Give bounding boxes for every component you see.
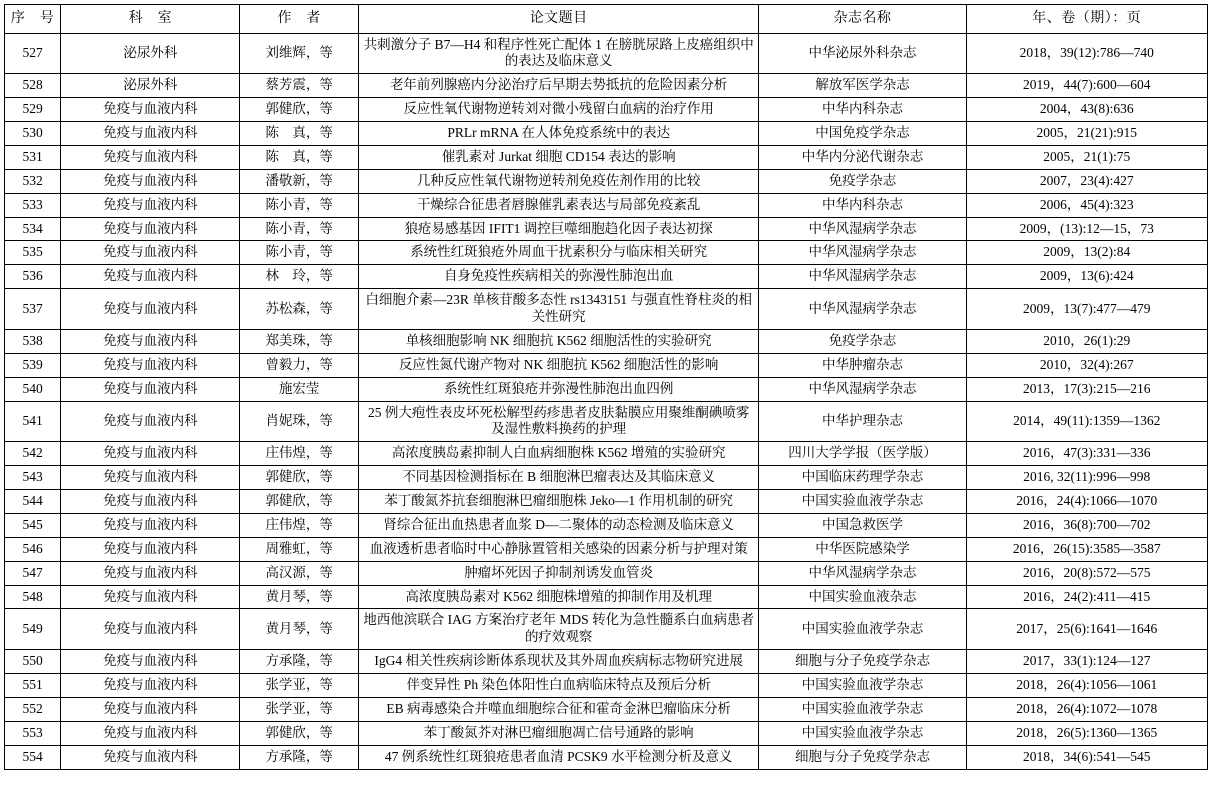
- cell-author: 方承隆，等: [240, 650, 359, 674]
- cell-journal: 中国实验血液学杂志: [759, 721, 966, 745]
- cell-citation: 2009，13(6):424: [966, 265, 1207, 289]
- cell-citation: 2016，36(8):700—702: [966, 513, 1207, 537]
- cell-department: 免疫与血液内科: [61, 609, 240, 650]
- column-header-number: 序 号: [5, 5, 61, 34]
- cell-department: 免疫与血液内科: [61, 721, 240, 745]
- cell-journal: 中国实验血液学杂志: [759, 697, 966, 721]
- table-row: [5, 674, 1208, 698]
- cell-citation: 2016，26(15):3585—3587: [966, 537, 1207, 561]
- cell-author: 黄月琴，等: [240, 609, 359, 650]
- cell-journal: 免疫学杂志: [759, 169, 966, 193]
- cell-journal: 中华肿瘤杂志: [759, 353, 966, 377]
- cell-journal: 中华护理杂志: [759, 401, 966, 442]
- cell-title: 血液透析患者临时中心静脉置管相关感染的因素分析与护理对策: [359, 537, 759, 561]
- table-header: [5, 5, 1208, 34]
- column-header-citation: 年、卷（期）：页: [966, 5, 1207, 34]
- table-row: [5, 145, 1208, 169]
- cell-title: 反应性氧代谢物逆转刘对微小残留白血病的治疗作用: [359, 98, 759, 122]
- cell-department: 免疫与血液内科: [61, 98, 240, 122]
- cell-citation: 2017，33(1):124—127: [966, 650, 1207, 674]
- cell-department: 免疫与血液内科: [61, 217, 240, 241]
- cell-author: 郭健欣，等: [240, 98, 359, 122]
- cell-citation: 2016，47(3):331—336: [966, 442, 1207, 466]
- table-row: [5, 401, 1208, 442]
- cell-author: 曾毅力，等: [240, 353, 359, 377]
- cell-title: 系统性红斑狼疮并弥漫性肺泡出血四例: [359, 377, 759, 401]
- cell-title: 系统性红斑狼疮外周血干扰素积分与临床相关研究: [359, 241, 759, 265]
- cell-department: 免疫与血液内科: [61, 169, 240, 193]
- cell-journal: 中国免疫学杂志: [759, 122, 966, 146]
- cell-author: 施宏莹: [240, 377, 359, 401]
- table-row: [5, 98, 1208, 122]
- cell-department: 免疫与血液内科: [61, 697, 240, 721]
- cell-number: 528: [5, 74, 61, 98]
- cell-department: 免疫与血液内科: [61, 513, 240, 537]
- cell-journal: 细胞与分子免疫学杂志: [759, 745, 966, 769]
- cell-number: 535: [5, 241, 61, 265]
- cell-journal: 中华内科杂志: [759, 193, 966, 217]
- cell-number: 548: [5, 585, 61, 609]
- column-header-author: 作 者: [240, 5, 359, 34]
- cell-citation: 2013，17(3):215—216: [966, 377, 1207, 401]
- column-header-title: 论文题目: [359, 5, 759, 34]
- cell-number: 540: [5, 377, 61, 401]
- cell-journal: 中华风湿病学杂志: [759, 561, 966, 585]
- cell-department: 免疫与血液内科: [61, 265, 240, 289]
- cell-number: 537: [5, 289, 61, 330]
- table-row: [5, 122, 1208, 146]
- cell-title: 伴变异性 Ph 染色体阳性白血病临床特点及预后分析: [359, 674, 759, 698]
- cell-number: 549: [5, 609, 61, 650]
- cell-number: 552: [5, 697, 61, 721]
- table-row: [5, 721, 1208, 745]
- cell-number: 550: [5, 650, 61, 674]
- cell-journal: 中华风湿病学杂志: [759, 377, 966, 401]
- cell-author: 刘维辉，等: [240, 33, 359, 74]
- cell-journal: 四川大学学报（医学版）: [759, 442, 966, 466]
- cell-number: 538: [5, 329, 61, 353]
- cell-citation: 2005，21(21):915: [966, 122, 1207, 146]
- cell-title: 白细胞介素—23R 单核苷酸多态性 rs1343151 与强直性脊柱炎的相关性研究: [359, 289, 759, 330]
- cell-citation: 2018，34(6):541—545: [966, 745, 1207, 769]
- cell-author: 周雅虹，等: [240, 537, 359, 561]
- cell-citation: 2017，25(6):1641—1646: [966, 609, 1207, 650]
- cell-title: 高浓度胰岛素对 K562 细胞株增殖的抑制作用及机理: [359, 585, 759, 609]
- cell-citation: 2004，43(8):636: [966, 98, 1207, 122]
- table-row: [5, 169, 1208, 193]
- cell-citation: 2016, 32(11):996—998: [966, 466, 1207, 490]
- cell-author: 陈小青，等: [240, 241, 359, 265]
- table-row: [5, 537, 1208, 561]
- cell-author: 陈小青，等: [240, 193, 359, 217]
- cell-title: 高浓度胰岛素抑制人白血病细胞株 K562 增殖的实验研究: [359, 442, 759, 466]
- table-row: [5, 490, 1208, 514]
- cell-author: 庄伟煌，等: [240, 442, 359, 466]
- table-row: [5, 697, 1208, 721]
- cell-citation: 2018，39(12):786—740: [966, 33, 1207, 74]
- cell-department: 免疫与血液内科: [61, 145, 240, 169]
- cell-number: 547: [5, 561, 61, 585]
- cell-citation: 2016，20(8):572—575: [966, 561, 1207, 585]
- cell-department: 免疫与血液内科: [61, 442, 240, 466]
- cell-journal: 中国实验血液学杂志: [759, 674, 966, 698]
- cell-citation: 2006，45(4):323: [966, 193, 1207, 217]
- table-row: [5, 241, 1208, 265]
- cell-title: 肾综合征出血热患者血浆 D—二聚体的动态检测及临床意义: [359, 513, 759, 537]
- cell-citation: 2016，24(4):1066—1070: [966, 490, 1207, 514]
- cell-citation: 2019，44(7):600—604: [966, 74, 1207, 98]
- cell-title: 苯丁酸氮芥抗套细胞淋巴瘤细胞株 Jeko—1 作用机制的研究: [359, 490, 759, 514]
- cell-department: 免疫与血液内科: [61, 674, 240, 698]
- cell-journal: 中华风湿病学杂志: [759, 241, 966, 265]
- cell-title: 自身免疫性疾病相关的弥漫性肺泡出血: [359, 265, 759, 289]
- cell-journal: 中国临床药理学杂志: [759, 466, 966, 490]
- cell-citation: 2010，32(4):267: [966, 353, 1207, 377]
- cell-journal: 中华医院感染学: [759, 537, 966, 561]
- cell-number: 544: [5, 490, 61, 514]
- cell-title: 老年前列腺癌内分泌治疗后早期去势抵抗的危险因素分析: [359, 74, 759, 98]
- cell-number: 529: [5, 98, 61, 122]
- cell-author: 张学亚，等: [240, 697, 359, 721]
- cell-author: 蔡芳震，等: [240, 74, 359, 98]
- cell-author: 苏松森，等: [240, 289, 359, 330]
- cell-journal: 中华风湿病学杂志: [759, 289, 966, 330]
- cell-department: 泌尿外科: [61, 33, 240, 74]
- cell-author: 潘敬新，等: [240, 169, 359, 193]
- cell-journal: 中华风湿病学杂志: [759, 217, 966, 241]
- cell-author: 郭健欣，等: [240, 490, 359, 514]
- cell-department: 免疫与血液内科: [61, 377, 240, 401]
- table-row: [5, 466, 1208, 490]
- cell-number: 530: [5, 122, 61, 146]
- cell-citation: 2018，26(4):1072—1078: [966, 697, 1207, 721]
- table-row: [5, 289, 1208, 330]
- cell-number: 542: [5, 442, 61, 466]
- cell-journal: 中华内科杂志: [759, 98, 966, 122]
- cell-title: PRLr mRNA 在人体免疫系统中的表达: [359, 122, 759, 146]
- cell-number: 536: [5, 265, 61, 289]
- cell-number: 545: [5, 513, 61, 537]
- table-row: [5, 353, 1208, 377]
- cell-number: 543: [5, 466, 61, 490]
- cell-author: 陈 真，等: [240, 122, 359, 146]
- table-row: [5, 377, 1208, 401]
- cell-number: 554: [5, 745, 61, 769]
- cell-number: 539: [5, 353, 61, 377]
- cell-title: 25 例大疱性表皮坏死松解型药疹患者皮肤黏膜应用聚维酮碘喷雾及湿性敷料换药的护理: [359, 401, 759, 442]
- cell-author: 郭健欣，等: [240, 721, 359, 745]
- cell-citation: 2009，13(7):477—479: [966, 289, 1207, 330]
- cell-department: 免疫与血液内科: [61, 329, 240, 353]
- table-row: [5, 217, 1208, 241]
- cell-number: 532: [5, 169, 61, 193]
- cell-department: 免疫与血液内科: [61, 585, 240, 609]
- cell-department: 免疫与血液内科: [61, 241, 240, 265]
- cell-title: 苯丁酸氮芥对淋巴瘤细胞凋亡信号通路的影响: [359, 721, 759, 745]
- cell-title: 反应性氮代谢产物对 NK 细胞抗 K562 细胞活性的影响: [359, 353, 759, 377]
- table-row: [5, 442, 1208, 466]
- cell-number: 533: [5, 193, 61, 217]
- cell-journal: 解放军医学杂志: [759, 74, 966, 98]
- cell-title: 几种反应性氧代谢物逆转剂免疫佐剂作用的比较: [359, 169, 759, 193]
- cell-number: 546: [5, 537, 61, 561]
- cell-author: 张学亚，等: [240, 674, 359, 698]
- table-header-row: [5, 5, 1208, 34]
- cell-department: 免疫与血液内科: [61, 466, 240, 490]
- cell-author: 庄伟煌，等: [240, 513, 359, 537]
- cell-citation: 2009，(13):12—15，73: [966, 217, 1207, 241]
- cell-department: 免疫与血液内科: [61, 193, 240, 217]
- table-row: [5, 74, 1208, 98]
- cell-title: 47 例系统性红斑狼疮患者血清 PCSK9 水平检测分析及意义: [359, 745, 759, 769]
- cell-author: 林 玲，等: [240, 265, 359, 289]
- column-header-department: 科 室: [61, 5, 240, 34]
- cell-journal: 中国实验血液杂志: [759, 585, 966, 609]
- cell-department: 免疫与血液内科: [61, 490, 240, 514]
- cell-title: 不同基因检测指标在 B 细胞淋巴瘤表达及其临床意义: [359, 466, 759, 490]
- table-row: [5, 561, 1208, 585]
- cell-author: 郑美珠，等: [240, 329, 359, 353]
- cell-number: 527: [5, 33, 61, 74]
- table-row: [5, 265, 1208, 289]
- cell-journal: 中国实验血液学杂志: [759, 490, 966, 514]
- cell-number: 531: [5, 145, 61, 169]
- cell-department: 免疫与血液内科: [61, 353, 240, 377]
- table-row: [5, 585, 1208, 609]
- cell-number: 553: [5, 721, 61, 745]
- cell-department: 免疫与血液内科: [61, 650, 240, 674]
- cell-department: 免疫与血液内科: [61, 561, 240, 585]
- cell-author: 陈小青，等: [240, 217, 359, 241]
- cell-number: 534: [5, 217, 61, 241]
- cell-number: 551: [5, 674, 61, 698]
- cell-department: 免疫与血液内科: [61, 289, 240, 330]
- cell-title: 地西他滨联合 IAG 方案治疗老年 MDS 转化为急性髓系白血病患者的疗效观察: [359, 609, 759, 650]
- table-row: [5, 609, 1208, 650]
- cell-title: 干燥综合征患者唇腺催乳素表达与局部免疫紊乱: [359, 193, 759, 217]
- cell-author: 郭健欣，等: [240, 466, 359, 490]
- cell-department: 泌尿外科: [61, 74, 240, 98]
- cell-author: 肖妮珠，等: [240, 401, 359, 442]
- cell-citation: 2018，26(5):1360—1365: [966, 721, 1207, 745]
- cell-journal: 细胞与分子免疫学杂志: [759, 650, 966, 674]
- cell-journal: 免疫学杂志: [759, 329, 966, 353]
- cell-author: 黄月琴，等: [240, 585, 359, 609]
- cell-title: 单核细胞影响 NK 细胞抗 K562 细胞活性的实验研究: [359, 329, 759, 353]
- cell-title: 共刺激分子 B7—H4 和程序性死亡配体 1 在膀胱尿路上皮癌组织中的表达及临床意义: [359, 33, 759, 74]
- table-row: [5, 513, 1208, 537]
- cell-department: 免疫与血液内科: [61, 537, 240, 561]
- cell-department: 免疫与血液内科: [61, 745, 240, 769]
- table-row: [5, 193, 1208, 217]
- table-body: [5, 33, 1208, 769]
- table-row: [5, 33, 1208, 74]
- cell-title: IgG4 相关性疾病诊断体系现状及其外周血疾病标志物研究进展: [359, 650, 759, 674]
- cell-author: 高汉源，等: [240, 561, 359, 585]
- cell-title: 肿瘤坏死因子抑制剂诱发血管炎: [359, 561, 759, 585]
- table-row: [5, 329, 1208, 353]
- publications-table: [4, 4, 1208, 770]
- cell-title: 催乳素对 Jurkat 细胞 CD154 表达的影响: [359, 145, 759, 169]
- cell-citation: 2018，26(4):1056—1061: [966, 674, 1207, 698]
- cell-journal: 中国实验血液学杂志: [759, 609, 966, 650]
- cell-journal: 中华内分泌代谢杂志: [759, 145, 966, 169]
- cell-department: 免疫与血液内科: [61, 122, 240, 146]
- cell-citation: 2016，24(2):411—415: [966, 585, 1207, 609]
- column-header-journal: 杂志名称: [759, 5, 966, 34]
- cell-citation: 2014，49(11):1359—1362: [966, 401, 1207, 442]
- cell-citation: 2010，26(1):29: [966, 329, 1207, 353]
- cell-journal: 中华泌尿外科杂志: [759, 33, 966, 74]
- cell-citation: 2007，23(4):427: [966, 169, 1207, 193]
- cell-journal: 中国急救医学: [759, 513, 966, 537]
- cell-department: 免疫与血液内科: [61, 401, 240, 442]
- cell-number: 541: [5, 401, 61, 442]
- table-row: [5, 650, 1208, 674]
- table-row: [5, 745, 1208, 769]
- cell-author: 陈 真，等: [240, 145, 359, 169]
- cell-title: 狼疮易感基因 IFIT1 调控巨噬细胞趋化因子表达初探: [359, 217, 759, 241]
- cell-journal: 中华风湿病学杂志: [759, 265, 966, 289]
- cell-citation: 2005，21(1):75: [966, 145, 1207, 169]
- cell-citation: 2009，13(2):84: [966, 241, 1207, 265]
- cell-title: EB 病毒感染合并噬血细胞综合征和霍奇金淋巴瘤临床分析: [359, 697, 759, 721]
- cell-author: 方承隆，等: [240, 745, 359, 769]
